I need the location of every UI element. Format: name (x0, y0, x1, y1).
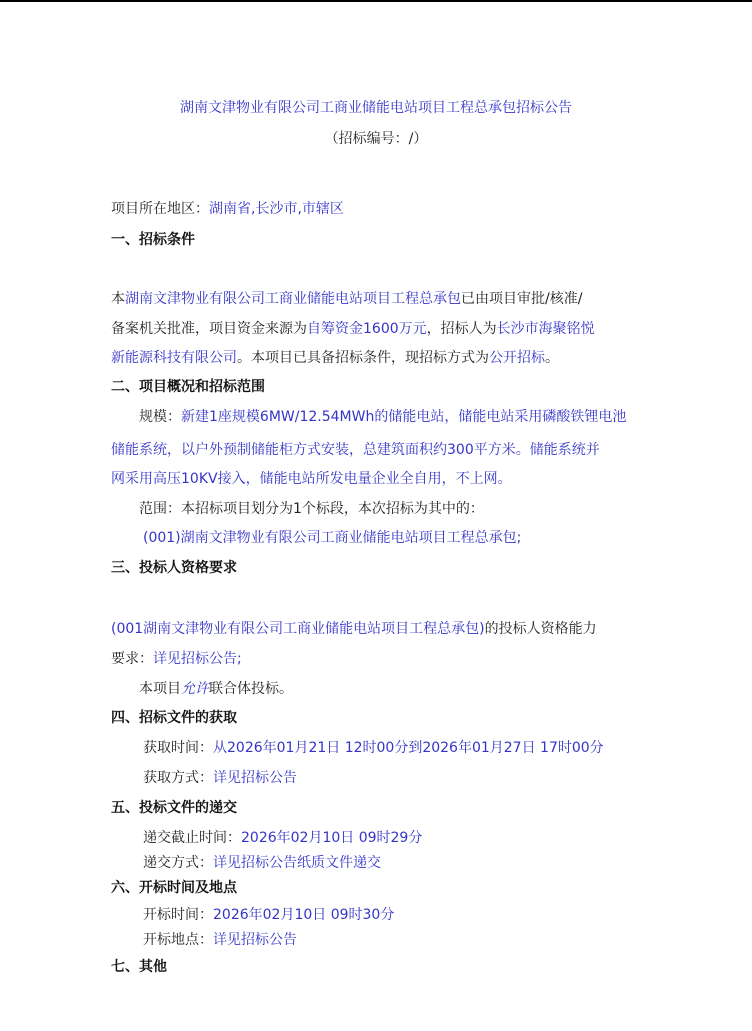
condition-line-2 (111, 320, 595, 338)
lot-name: (001湖南文津物业有限公司工商业储能电站项目工程总承包) (111, 621, 485, 637)
label: 开标地点： (143, 932, 213, 948)
value: 详见招标公告 (213, 770, 297, 786)
project-region (111, 200, 344, 218)
value: 详见招标公告 (213, 932, 297, 948)
label: 递交截止时间： (143, 830, 241, 846)
text: 。本项目已具备招标条件，现招标方式为 (237, 350, 489, 366)
lot-item: (001)湖南文津物业有限公司工商业储能电站项目工程总承包; (143, 530, 522, 546)
obtain-time (143, 739, 604, 757)
section-heading-5: 五、投标文件的递交 (111, 800, 237, 816)
value: 详见招标公告纸质文件递交 (213, 855, 381, 871)
submit-method (143, 854, 381, 872)
scale-line-1 (139, 408, 626, 426)
scale-line-2: 储能系统，以户外预制储能柜方式安装，总建筑面积约300平方米。储能系统并 (111, 442, 600, 458)
qualification-line-1 (111, 620, 597, 638)
label: 获取时间： (143, 740, 213, 756)
submit-deadline (143, 829, 422, 847)
text: 的投标人资格能力 (484, 621, 597, 637)
funding-source: 自筹资金1600万元 (307, 321, 427, 337)
section-heading-3: 三、投标人资格要求 (111, 560, 237, 576)
project-name: 湖南文津物业有限公司工商业储能电站项目工程总承包 (125, 291, 461, 307)
section-heading-6: 六、开标时间及地点 (111, 880, 237, 896)
section-heading-7: 七、其他 (111, 959, 167, 975)
opening-time (143, 906, 394, 924)
section-heading-1: 一、招标条件 (111, 232, 195, 248)
text: 本项目 (139, 681, 181, 697)
value: 2026年02月10日 09时30分 (213, 907, 395, 923)
tenderer-name: 新能源科技有限公司 (111, 350, 237, 366)
tender-number: （招标编号：/） (324, 131, 428, 147)
label: 递交方式： (143, 855, 213, 871)
obtain-method (143, 769, 297, 787)
section-heading-4: 四、招标文件的获取 (111, 710, 237, 726)
range-text: 范围：本招标项目划分为1个标段，本次招标为其中的： (139, 501, 484, 517)
requirement-label: 要求： (111, 651, 153, 667)
condition-line-1 (111, 290, 582, 308)
text: 本 (111, 291, 125, 307)
scale-text: 新建1座规模6MW/12.54MWh的储能电站，储能电站采用磷酸铁锂电池 (181, 409, 627, 425)
label: 开标时间： (143, 907, 213, 923)
region-value: 湖南省,长沙市,市辖区 (209, 201, 344, 217)
scale-label: 规模： (139, 409, 181, 425)
requirement-value: 详见招标公告; (153, 651, 242, 667)
opening-place (143, 931, 297, 949)
tenderer-name: 长沙市海聚铭悦 (496, 321, 595, 337)
consortium-allowed: 允许 (181, 681, 209, 697)
scale-line-3: 网采用高压10KV接入，储能电站所发电量企业全自用，不上网。 (111, 471, 512, 487)
region-label: 项目所在地区： (111, 201, 209, 217)
qualification-line-2 (111, 650, 242, 668)
label: 获取方式： (143, 770, 213, 786)
value: 从2026年01月21日 12时00分到2026年01月27日 17时00分 (213, 740, 604, 756)
page-title: 湖南文津物业有限公司工商业储能电站项目工程总承包招标公告 (180, 100, 572, 116)
text: 联合体投标。 (209, 681, 293, 697)
text: 。 (545, 350, 559, 366)
text: 备案机关批准，项目资金来源为 (111, 321, 307, 337)
text: ，招标人为 (426, 321, 497, 337)
text: 已由项目审批/核准/ (461, 291, 583, 307)
tender-method: 公开招标 (489, 350, 545, 366)
value: 2026年02月10日 09时29分 (241, 830, 423, 846)
consortium-line (139, 680, 293, 698)
section-heading-2: 二、项目概况和招标范围 (111, 379, 265, 395)
condition-line-3 (111, 349, 559, 367)
